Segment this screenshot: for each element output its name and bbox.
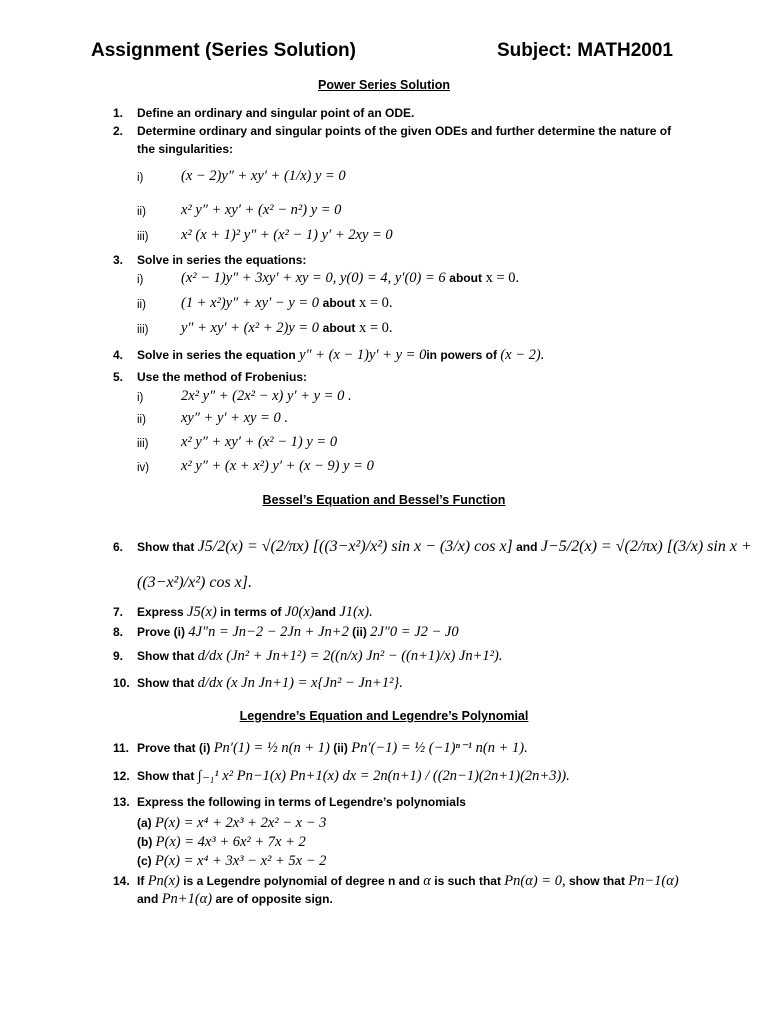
question-13 (113, 795, 466, 809)
equation: J−5/2(x) = √(2/πx) [(3/x) sin x + (540, 538, 752, 555)
question-3 (113, 253, 306, 267)
question-5 (113, 370, 307, 384)
question-text: Prove that (137, 741, 196, 755)
equation: (x − 2). (500, 347, 545, 363)
equation-continuation: ((3−x²)/x²) cos x]. (137, 574, 253, 591)
question-2-continuation: the singularities: (137, 142, 234, 156)
equation: x² y″ + (x + x²) y′ + (x − 9) y = 0 (181, 458, 374, 474)
equation-body: y″ + xy′ + (x² + 2)y = 0 (181, 320, 320, 336)
question-text: Show that (137, 540, 195, 554)
question-number: 5. (113, 370, 124, 384)
question-text: Solve in series the equations: (137, 253, 307, 267)
question-text: and (137, 892, 159, 906)
question-text-and: and (314, 605, 336, 619)
equation: Pn′(−1) = ½ (−1)ⁿ⁻¹ n(n + 1). (351, 740, 528, 756)
equation-body: (x² − 1)y″ + 3xy′ + xy = 0, y(0) = 4, y′(0) = 6 (181, 270, 446, 286)
expansion-point: x = 0. (485, 270, 520, 286)
equation: J5/2(x) = √(2/πx) [((3−x²)/x²) sin x − (3/x) cos x] (197, 538, 513, 555)
equation: x² (x + 1)² y″ + (x² − 1) y′ + 2xy = 0 (181, 227, 393, 243)
equation: Pn+1(α) (161, 891, 213, 907)
item-label: i) (137, 172, 144, 184)
question-4 (113, 347, 544, 364)
question-number: 3. (113, 253, 124, 267)
question-2 (113, 124, 671, 138)
list-item (137, 815, 326, 832)
question-text: show that (568, 874, 625, 888)
equation: xy″ + y′ + xy = 0 . (181, 410, 288, 426)
section-heading-legendre: Legendre’s Equation and Legendre’s Polynomial (239, 709, 529, 723)
equation-body: (1 + x²)y″ + xy′ − y = 0 (181, 295, 320, 311)
equation: x² y″ + xy′ + (x² − n²) y = 0 (181, 202, 342, 218)
item-label: i) (137, 392, 144, 404)
equation: J0(x) (284, 604, 315, 620)
equation: d/dx (x Jn Jn+1) = x{Jn² − Jn+1²}. (197, 675, 403, 691)
question-6 (113, 538, 752, 556)
assignment-title: Assignment (Series Solution) (91, 40, 356, 61)
question-number: 13. (113, 795, 130, 809)
question-text: Show that (137, 649, 195, 663)
list-item (137, 853, 326, 870)
question-text: are of opposite sign. (215, 892, 333, 906)
question-number: 6. (113, 540, 124, 554)
equation: d/dx (Jn² + Jn+1²) = 2((n/x) Jn² − ((n+1)/x) Jn+1²). (197, 648, 503, 664)
question-text: If (137, 874, 145, 888)
question-text: Show that (137, 769, 195, 783)
question-8 (113, 624, 459, 641)
expansion-point: x = 0. (358, 295, 393, 311)
question-text: Determine ordinary and singular points of the given ODEs and further determine the nature of (137, 124, 672, 138)
equation: 2J″0 = J2 − J0 (370, 624, 459, 640)
equation: ∫₋₁¹ x² Pn−1(x) Pn+1(x) dx = 2n(n+1) / ((2n−1)(2n+1)(2n+3)). (197, 768, 570, 784)
question-number: 2. (113, 124, 124, 138)
question-9 (113, 648, 502, 665)
equation: P(x) = 4x³ + 6x² + 7x + 2 (155, 834, 306, 850)
equation: P(x) = x⁴ + 3x³ − x² + 5x − 2 (155, 853, 327, 869)
question-text: Show that (137, 676, 195, 690)
question-text: Express the following in terms of Legendre’s polynomials (137, 795, 466, 809)
subject-code: Subject: MATH2001 (497, 40, 673, 61)
equation (181, 295, 393, 312)
question-number: 10. (113, 676, 130, 690)
question-text-mid: (ii) (333, 741, 348, 755)
equation: y″ + (x − 1)y′ + y = 0 (299, 347, 427, 363)
about-label: about (449, 271, 482, 285)
question-14-continuation (137, 891, 333, 908)
question-text: Express (137, 605, 184, 619)
equation: Pn(α) = 0, (504, 873, 566, 889)
question-7 (113, 604, 373, 621)
item-label: iii) (137, 438, 149, 450)
equation: Pn′(1) = ½ n(n + 1) (213, 740, 330, 756)
question-number: 14. (113, 874, 130, 888)
question-number: 1. (113, 106, 124, 120)
item-label: i) (137, 274, 144, 286)
item-label: iii) (137, 324, 149, 336)
question-text: Define an ordinary and singular point of an ODE. (137, 106, 415, 120)
equation: 4J″n = Jn−2 − 2Jn + Jn+2 (188, 624, 349, 640)
question-text: is such that (434, 874, 501, 888)
equation: J1(x). (339, 604, 373, 620)
question-10 (113, 675, 403, 692)
question-text: Prove (i) (137, 625, 186, 639)
question-text-mid: (i) (199, 741, 211, 755)
equation: 2x² y″ + (2x² − x) y′ + y = 0 . (181, 388, 352, 404)
item-label: ii) (137, 206, 146, 218)
item-label: (c) (137, 854, 152, 868)
question-number: 4. (113, 348, 124, 362)
item-label: (a) (137, 816, 152, 830)
question-text-mid: in terms of (220, 605, 282, 619)
question-text-mid: (ii) (352, 625, 367, 639)
equation: Pn(x) (147, 873, 180, 889)
question-12 (113, 768, 570, 785)
about-label: about (322, 296, 356, 310)
question-number: 9. (113, 649, 124, 663)
about-label: about (322, 321, 356, 335)
question-number: 11. (113, 741, 130, 755)
equation: P(x) = x⁴ + 2x³ + 2x² − x − 3 (155, 815, 327, 831)
item-label: ii) (137, 299, 146, 311)
item-label: (b) (137, 835, 153, 849)
equation (181, 270, 519, 287)
question-number: 8. (113, 625, 124, 639)
item-label: iv) (137, 462, 150, 474)
equation: J5(x) (187, 604, 217, 620)
question-text: is a Legendre polynomial of degree n and (183, 874, 420, 888)
question-11 (113, 740, 528, 757)
section-heading-bessel: Bessel’s Equation and Bessel’s Function (262, 493, 506, 507)
question-text: Use the method of Frobenius: (137, 370, 308, 384)
question-number: 12. (113, 769, 130, 783)
question-text-mid: in powers of (426, 348, 497, 362)
question-14 (113, 873, 679, 890)
equation (181, 320, 393, 337)
equation: Pn−1(α) (628, 873, 679, 889)
equation: (x − 2)y″ + xy′ + (1/x) y = 0 (181, 168, 346, 184)
question-text: Solve in series the equation (137, 348, 296, 362)
expansion-point: x = 0. (358, 320, 393, 336)
list-item (137, 834, 306, 851)
question-1 (113, 106, 414, 120)
question-number: 7. (113, 605, 124, 619)
equation: α (423, 873, 431, 889)
question-text-and: and (516, 540, 538, 554)
item-label: iii) (137, 231, 149, 243)
section-heading-power-series: Power Series Solution (318, 78, 450, 92)
equation: x² y″ + xy′ + (x² − 1) y = 0 (181, 434, 338, 450)
item-label: ii) (137, 414, 146, 426)
